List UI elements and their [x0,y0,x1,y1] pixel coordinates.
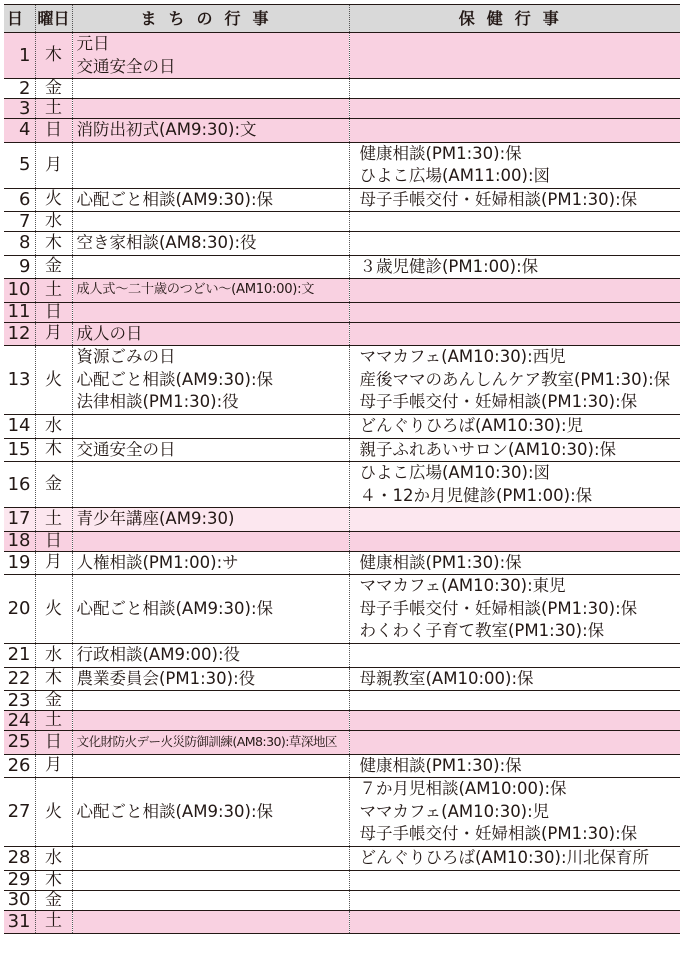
town-event: 心配ごと相談(AM9:30):保 [76,369,274,389]
town-event: 農業委員会(PM1:30):役 [76,668,256,688]
weekday: 日 [35,531,72,551]
health-event: ママカフェ(AM10:30):東児 [359,576,566,596]
table-row [4,508,680,532]
health-events-cell [349,346,680,415]
town-events-cell [72,232,349,256]
town-events-cell [72,508,349,532]
health-event: 健康相談(PM1:30):保 [359,143,522,163]
health-event: 母親教室(AM10:00):保 [359,668,534,688]
health-events-cell [349,711,680,731]
table-row [4,711,680,731]
table-row [4,79,680,99]
weekday: 土 [35,711,72,731]
table-row [4,531,680,551]
health-event: ママカフェ(AM10:30):児 [359,801,550,821]
table-row [4,99,680,119]
health-events-cell [349,279,680,303]
health-events-cell [349,322,680,346]
day-number: 7 [4,212,35,232]
health-events-cell [349,79,680,99]
weekday: 土 [35,508,72,532]
table-row [4,232,680,256]
table-row [4,212,680,232]
day-number: 21 [4,644,35,668]
town-event: 成人式～二十歳のつどい～(AM10:00):文 [76,282,315,297]
health-events-cell [349,142,680,188]
calendar-body [4,33,680,934]
day-number: 12 [4,322,35,346]
table-row [4,142,680,188]
town-events-cell [72,667,349,691]
town-events-cell [72,644,349,668]
health-events-cell [349,232,680,256]
health-events-cell [349,188,680,212]
header-weekday: 曜日 [35,5,72,33]
health-events-cell [349,754,680,778]
day-number: 19 [4,551,35,575]
header-town-events: まちの行事 [72,5,349,33]
town-event: 心配ごと相談(AM9:30):保 [76,189,274,209]
header-health-events: 保健行事 [349,5,680,33]
weekday: 火 [35,575,72,644]
health-events-cell [349,870,680,890]
health-events-cell [349,910,680,933]
town-events-cell [72,255,349,279]
table-row [4,847,680,871]
health-event: 母子手帳交付・妊婦相談(PM1:30):保 [359,824,638,844]
health-events-cell [349,33,680,79]
table-row [4,890,680,910]
table-row [4,910,680,933]
health-events-cell [349,119,680,143]
day-number: 14 [4,415,35,439]
town-events-cell [72,212,349,232]
day-number: 10 [4,279,35,303]
health-event: 親子ふれあいサロン(AM10:30):保 [359,439,617,459]
health-events-cell [349,667,680,691]
town-events-cell [72,847,349,871]
town-events-cell [72,99,349,119]
town-event: 成人の日 [76,323,143,343]
weekday: 金 [35,255,72,279]
town-event: 交通安全の日 [76,439,176,459]
health-event: わくわく子育て教室(PM1:30):保 [359,621,605,641]
health-event: 健康相談(PM1:30):保 [359,552,522,572]
town-events-cell [72,731,349,755]
day-number: 15 [4,438,35,462]
day-number: 17 [4,508,35,532]
weekday: 水 [35,644,72,668]
town-event: 文化財防火デー火災防御訓練(AM8:30):草深地区 [76,734,337,749]
weekday: 月 [35,322,72,346]
table-row [4,667,680,691]
day-number: 5 [4,142,35,188]
town-events-cell [72,279,349,303]
weekday: 水 [35,415,72,439]
weekday: 金 [35,79,72,99]
table-row [4,415,680,439]
town-event: 青少年講座(AM9:30) [76,509,235,528]
day-number: 22 [4,667,35,691]
day-number: 27 [4,778,35,847]
health-events-cell [349,691,680,711]
day-number: 23 [4,691,35,711]
day-number: 24 [4,711,35,731]
health-events-cell [349,508,680,532]
health-event: 母子手帳交付・妊婦相談(PM1:30):保 [359,392,638,412]
health-event: どんぐりひろば(AM10:30):児 [359,416,584,435]
weekday: 月 [35,551,72,575]
day-number: 25 [4,731,35,755]
table-row [4,870,680,890]
table-row [4,302,680,322]
town-events-cell [72,691,349,711]
weekday: 火 [35,188,72,212]
town-events-cell [72,711,349,731]
table-row [4,644,680,668]
health-events-cell [349,99,680,119]
weekday: 月 [35,142,72,188]
health-events-cell [349,531,680,551]
town-events-cell [72,346,349,415]
health-events-cell [349,731,680,755]
health-event: ７か月児相談(AM10:00):保 [359,779,567,799]
health-events-cell [349,438,680,462]
town-events-cell [72,415,349,439]
town-events-cell [72,910,349,933]
health-events-cell [349,847,680,871]
weekday: 金 [35,462,72,508]
day-number: 18 [4,531,35,551]
town-events-cell [72,33,349,79]
health-events-cell [349,551,680,575]
table-row [4,322,680,346]
weekday: 土 [35,99,72,119]
health-event: どんぐりひろば(AM10:30):川北保育所 [359,848,650,867]
health-event: ママカフェ(AM10:30):西児 [359,347,566,367]
weekday: 木 [35,232,72,256]
town-events-cell [72,79,349,99]
day-number: 4 [4,119,35,143]
table-row [4,778,680,847]
town-event: 消防出初式(AM9:30):文 [76,120,257,139]
town-event: 法律相談(PM1:30):役 [76,392,239,412]
town-event: 心配ごと相談(AM9:30):保 [76,598,274,618]
health-events-cell [349,255,680,279]
weekday: 日 [35,119,72,143]
table-row [4,731,680,755]
day-number: 9 [4,255,35,279]
day-number: 29 [4,870,35,890]
town-events-cell [72,462,349,508]
town-event: 交通安全の日 [76,56,176,76]
health-events-cell [349,302,680,322]
day-number: 2 [4,79,35,99]
day-number: 28 [4,847,35,871]
weekday: 金 [35,691,72,711]
table-row [4,462,680,508]
weekday: 水 [35,847,72,871]
weekday: 月 [35,754,72,778]
health-event: 健康相談(PM1:30):保 [359,755,522,775]
weekday: 金 [35,890,72,910]
health-event: ひよこ広場(AM10:30):図 [359,463,551,482]
town-events-cell [72,188,349,212]
weekday: 日 [35,302,72,322]
town-events-cell [72,870,349,890]
day-number: 3 [4,99,35,119]
health-event: 母子手帳交付・妊婦相談(PM1:30):保 [359,598,638,618]
weekday: 土 [35,279,72,303]
town-events-cell [72,754,349,778]
table-row [4,551,680,575]
weekday: 火 [35,346,72,415]
table-row [4,279,680,303]
town-events-cell [72,551,349,575]
weekday: 火 [35,778,72,847]
town-event: 空き家相談(AM8:30):役 [76,233,257,252]
day-number: 1 [4,33,35,79]
health-event: ３歳児健診(PM1:00):保 [359,256,539,276]
health-event: 産後ママのあんしんケア教室(PM1:30):保 [359,369,671,389]
day-number: 20 [4,575,35,644]
health-events-cell [349,890,680,910]
header-day: 日 [4,5,35,33]
health-event: ひよこ広場(AM11:00):図 [359,166,551,185]
day-number: 11 [4,302,35,322]
table-row [4,188,680,212]
table-row [4,119,680,143]
table-row [4,691,680,711]
day-number: 31 [4,910,35,933]
weekday: 木 [35,667,72,691]
town-events-cell [72,302,349,322]
day-number: 30 [4,890,35,910]
table-header [4,5,680,33]
town-event: 資源ごみの日 [76,347,176,367]
town-events-cell [72,890,349,910]
table-row [4,575,680,644]
town-event: 元日 [76,34,110,53]
table-row [4,754,680,778]
town-events-cell [72,142,349,188]
weekday: 水 [35,212,72,232]
day-number: 26 [4,754,35,778]
town-event: 心配ごと相談(AM9:30):保 [76,801,274,821]
town-events-cell [72,531,349,551]
town-events-cell [72,438,349,462]
weekday: 木 [35,438,72,462]
health-events-cell [349,212,680,232]
health-events-cell [349,575,680,644]
health-event: 母子手帳交付・妊婦相談(PM1:30):保 [359,189,638,209]
town-events-cell [72,322,349,346]
town-events-cell [72,119,349,143]
day-number: 13 [4,346,35,415]
weekday: 木 [35,33,72,79]
day-number: 8 [4,232,35,256]
weekday: 木 [35,870,72,890]
weekday: 土 [35,910,72,933]
health-events-cell [349,778,680,847]
table-row [4,33,680,79]
town-events-cell [72,778,349,847]
health-events-cell [349,415,680,439]
town-event: 人権相談(PM1:00):サ [76,552,239,572]
day-number: 16 [4,462,35,508]
weekday: 日 [35,731,72,755]
table-row [4,346,680,415]
event-calendar-table [4,4,680,934]
health-events-cell [349,644,680,668]
health-event: ４・12か月児健診(PM1:00):保 [359,485,593,505]
table-row [4,438,680,462]
town-events-cell [72,575,349,644]
day-number: 6 [4,188,35,212]
health-events-cell [349,462,680,508]
table-row [4,255,680,279]
town-event: 行政相談(AM9:00):役 [76,645,241,664]
